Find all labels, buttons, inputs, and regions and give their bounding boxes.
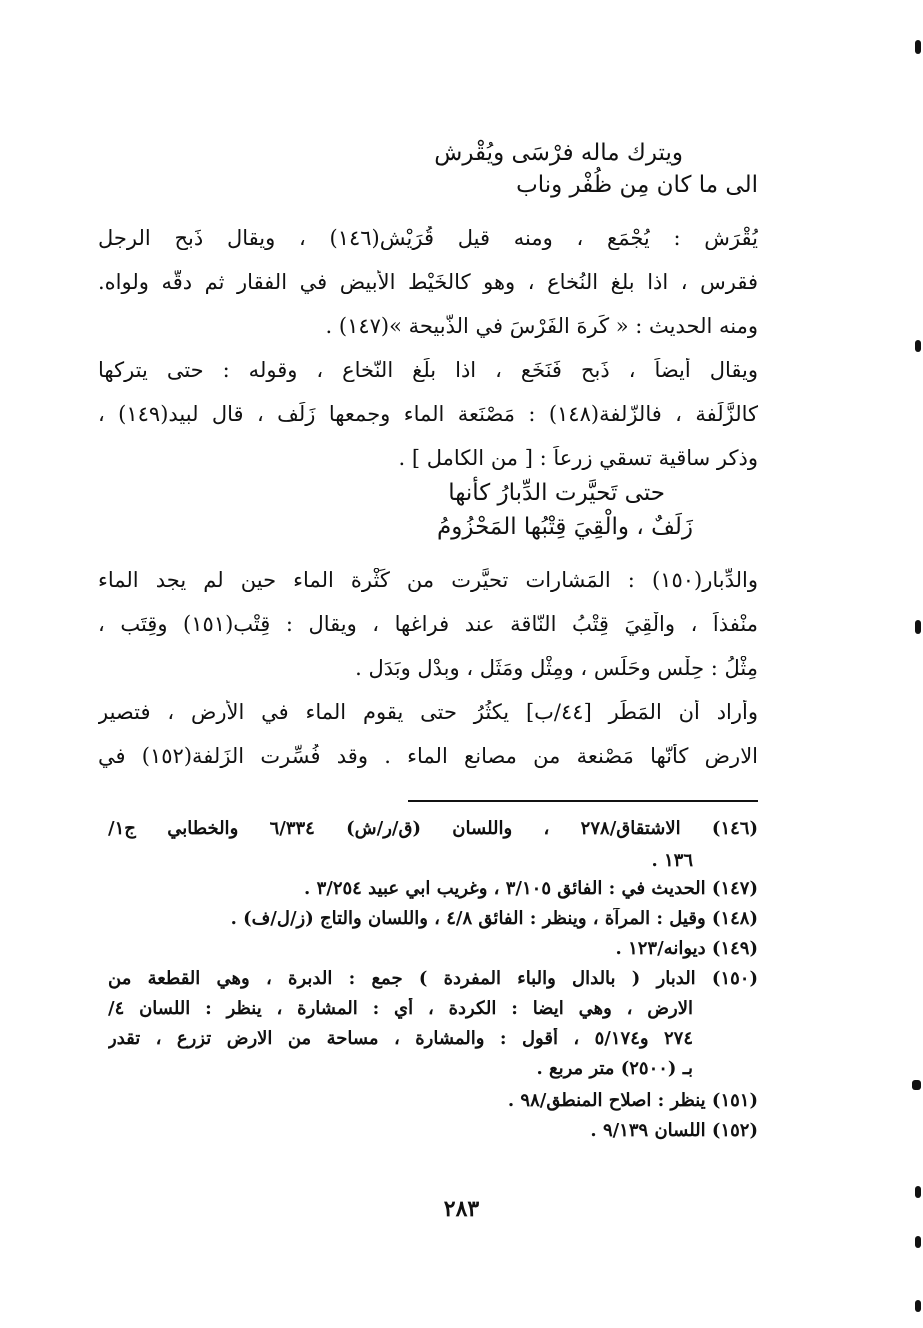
scan-margin-mark: [915, 340, 921, 352]
scan-margin-mark: [915, 620, 921, 634]
page-number: ٢٨٣: [443, 1196, 480, 1222]
body-line: والدِّبار(١٥٠) : المَشارات تحيَّرت من كَثْرة الماء حين لم يجد الماء: [98, 568, 758, 592]
body-line: منْفذاً ، والْقِيَ قِتْبُ النّاقة عند فراغها ، ويقال : قِتْب(١٥١) وقِتَب ،: [98, 612, 758, 636]
scan-margin-mark: [915, 1186, 921, 1198]
footnote-line: (١٤٨) وقيل : المرآة ، وينظر : الفائق ٤/٨ ، واللسان والتاج (ز/ل/ف) .: [230, 908, 758, 929]
footnote-line: (١٤٩) ديوانه/١٢٣ .: [615, 938, 758, 959]
footnote-line: الارض ، وهي ايضا : الكردة ، أي : المشارة ، ينظر : اللسان ٤/: [108, 998, 693, 1019]
body-line: ويقال أيضاً ، ذَبح فَنَخَع ، اذا بلَغ النّخاع ، وقوله : حتى يتركها: [98, 358, 758, 382]
scan-margin-mark: [915, 1236, 921, 1248]
scan-margin-mark: [912, 1080, 921, 1090]
footnote-line: ١٣٦ .: [651, 850, 693, 871]
poem-1-line-2: الى ما كان مِن ظُفْر وناب: [516, 172, 758, 198]
footnote-line: (١٥١) ينظر : اصلاح المنطق/٩٨ .: [507, 1090, 758, 1111]
body-line: فقرس ، اذا بلغ النُخاع ، وهو كالخَيْط الأبيض في الفقار ثم دقّه ولواه.: [98, 270, 758, 294]
body-line: ومنه الحديث : « كَرِهَ الفَرْسَ في الذَّبيحة »(١٤٧) .: [325, 314, 758, 338]
body-line: يُقْرَش : يُجْمَع ، ومنه قيل قُرَيْش(١٤٦) ، ويقال ذَبح الرجل: [98, 226, 758, 250]
footnote-line: (١٥٢) اللسان ٩/١٣٩ .: [590, 1120, 758, 1141]
scan-margin-mark: [915, 40, 921, 54]
body-line: وذكر ساقية تسقي زرعاً : [ من الكامل ] .: [398, 446, 758, 470]
body-line: كالزَّلَفة ، فالزّلفة(١٤٨) : مَصْنَعة الماء وجمعها زَلَف ، قال لبيد(١٤٩) ،: [98, 402, 758, 426]
poem-1-line-1: ويترك ماله فرْسَى ويُقْرش: [434, 140, 683, 166]
footnote-line: (١٤٦) الاشتقاق/٢٧٨ ، واللسان (ق/ر/ش) ٦/٣٣٤ والخطابي ج١/: [108, 818, 758, 839]
poem-2-line-1: حتى تَحيَّرت الدِّبارُ كأنها: [448, 480, 665, 506]
footnote-divider: [408, 800, 758, 802]
footnote-line: (١٥٠) الدبار ( بالدال والباء المفردة ) جمع : الدبرة ، وهي القطعة من: [108, 968, 758, 989]
body-line: مِثْلُ : حِلْس وحَلَس ، ومِثْل ومَثَل ، وبِدْل وبَدَل .: [355, 656, 758, 680]
footnote-line: (١٤٧) الحديث في : الفائق ٣/١٠٥ ، وغريب ابي عبيد ٣/٢٥٤ .: [304, 878, 758, 899]
scan-margin-mark: [915, 1300, 921, 1312]
footnote-line: بـ (٢٥٠٠) متر مربع .: [536, 1058, 693, 1079]
footnote-line: ٢٧٤ و٥/١٧٤ ، أقول : والمشارة ، مساحة من الارض تزرع ، تقدر: [108, 1028, 693, 1049]
poem-2-line-2: زَلَفٌ ، والْقِيَ قِتْبُها المَحْزُومُ: [437, 514, 693, 540]
body-line: الارض كأنّها مَصْنعة من مصانع الماء . وقد فُسِّرت الزَلفة(١٥٢) في: [98, 744, 758, 768]
body-line: وأراد أن المَطَر [٤٤/ب] يكثُرُ حتى يقوم الماء في الأرض ، فتصير: [98, 700, 758, 724]
